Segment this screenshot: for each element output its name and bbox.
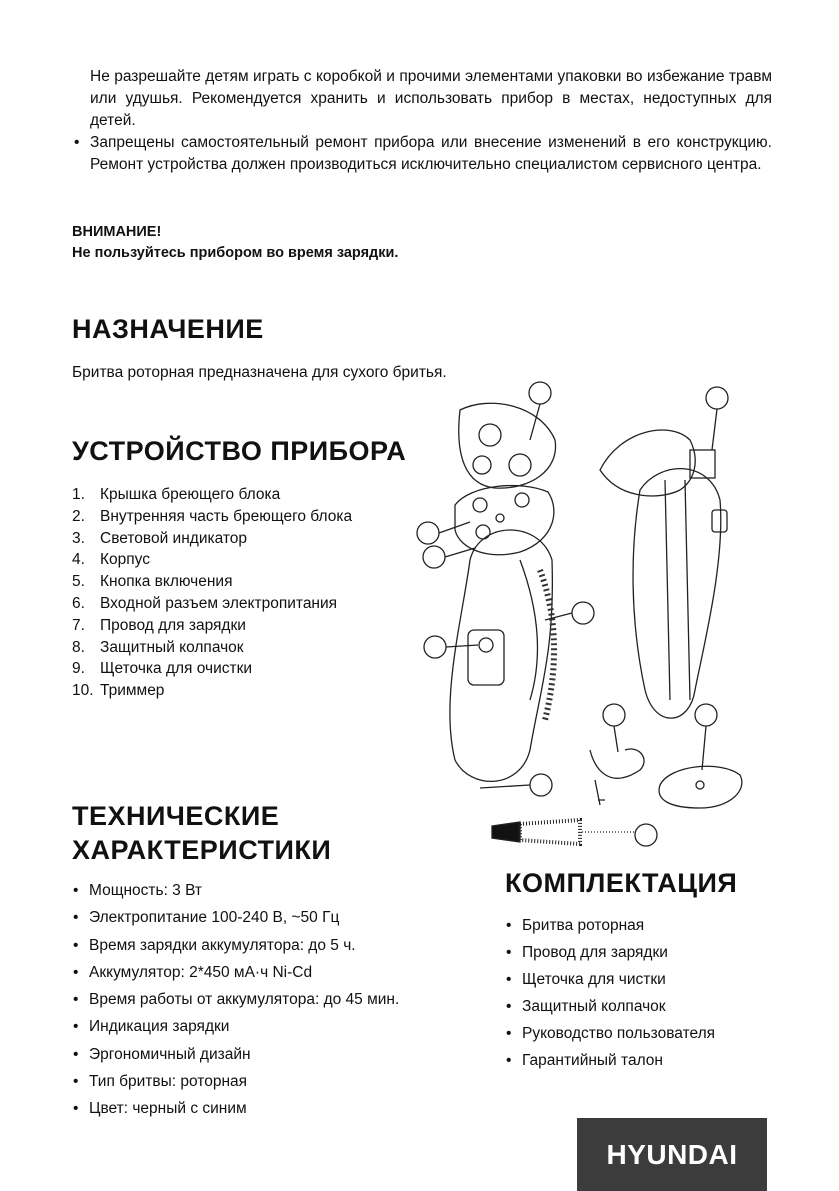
part-number: 3. [72, 529, 85, 547]
warning-text: Не пользуйтесь прибором во время зарядки. [72, 245, 399, 261]
device-heading: УСТРОЙСТВО ПРИБОРА [72, 436, 407, 466]
part-label: Кнопка включения [100, 573, 233, 591]
purpose-text: Бритва роторная предназначена для сухого бритья. [72, 364, 447, 381]
list-item [72, 637, 372, 659]
specs-heading-line2: ХАРАКТЕРИСТИКИ [72, 835, 332, 865]
safety-notes [72, 66, 772, 176]
part-number: 1. [72, 486, 85, 503]
cleaning-brush [492, 820, 634, 844]
purpose-heading: НАЗНАЧЕНИЕ [72, 314, 264, 344]
part-label: Световой индикатор [100, 529, 248, 547]
shaver-side-body [600, 430, 727, 718]
callout-circles [417, 382, 728, 846]
warning-block [72, 222, 398, 264]
list-item: • Провод для зарядки [505, 942, 725, 963]
kit-heading: КОМПЛЕКТАЦИЯ [505, 868, 738, 898]
list-item: • Электропитание 100-240 В, ~50 Гц [72, 904, 399, 931]
shaving-head-cover [459, 403, 556, 488]
part-label: Щеточка для очистки [100, 660, 253, 678]
list-item [72, 549, 372, 571]
part-label: Защитный колпачок [100, 638, 244, 656]
specs-heading [72, 799, 331, 867]
warning-title: ВНИМАНИЕ! [72, 224, 162, 240]
shaver-front-body [450, 530, 554, 781]
list-item: • Мощность: 3 Вт [72, 877, 399, 904]
kit-list [505, 915, 725, 1077]
list-item: • Гарантийный талон [505, 1050, 725, 1071]
part-label: Крышка бреющего блока [100, 486, 281, 503]
part-number: 4. [72, 551, 85, 569]
list-item [72, 593, 372, 615]
part-label: Корпус [100, 551, 150, 569]
list-item: • Эргономичный дизайн [72, 1041, 399, 1068]
protective-cap [659, 766, 742, 808]
part-number: 9. [72, 660, 85, 678]
part-number: 8. [72, 638, 85, 656]
list-item: • Щеточка для чистки [505, 969, 725, 990]
part-number: 6. [72, 594, 85, 612]
parts-list [72, 484, 372, 702]
part-number: 7. [72, 616, 85, 634]
list-item: • Аккумулятор: 2*450 мА·ч Ni-Cd [72, 959, 399, 986]
list-item: • Цвет: черный с синим [72, 1095, 399, 1122]
list-item: • Индикация зарядки [72, 1013, 399, 1040]
list-item [72, 571, 372, 593]
brand-logo: HYUNDAI [577, 1118, 767, 1191]
list-item: • Время работы от аккумулятора: до 45 мин. [72, 986, 399, 1013]
list-item: • Руководство пользователя [505, 1023, 725, 1044]
safety-note-packaging: Не разрешайте детям играть с коробкой и прочими элементами упаковки во избежание травм или удушья. Рекомендуется хранить и использовать прибор в местах, недоступных для детей. [90, 68, 772, 129]
part-number: 10. [72, 682, 94, 700]
specs-list [72, 877, 399, 1123]
list-item: • Тип бритвы: роторная [72, 1068, 399, 1095]
part-label: Входной разъем электропитания [100, 594, 338, 612]
charging-cord [590, 749, 644, 805]
specs-heading-line1: ТЕХНИЧЕСКИЕ [72, 801, 280, 831]
shaving-head-open [455, 486, 554, 555]
part-number: 2. [72, 507, 85, 525]
part-label: Триммер [100, 682, 165, 700]
part-label: Внутренняя часть бреющего блока [100, 507, 353, 525]
list-item [72, 528, 372, 550]
list-item [72, 658, 372, 680]
shaver-illustration [405, 375, 770, 850]
list-item: • Защитный колпачок [505, 996, 725, 1017]
list-item: • Время зарядки аккумулятора: до 5 ч. [72, 932, 399, 959]
list-item [72, 680, 372, 702]
list-item [72, 506, 372, 528]
list-item: • Бритва роторная [505, 915, 725, 936]
part-number: 5. [72, 573, 85, 591]
list-item [72, 484, 372, 506]
list-item [72, 615, 372, 637]
part-label: Провод для зарядки [100, 616, 246, 634]
safety-note-repair: • Запрещены самостоятельный ремонт прибора или внесение изменений в его конструкцию. Ремонт устройства должен производиться исключительно специалистом сервисного центра. [72, 132, 772, 176]
